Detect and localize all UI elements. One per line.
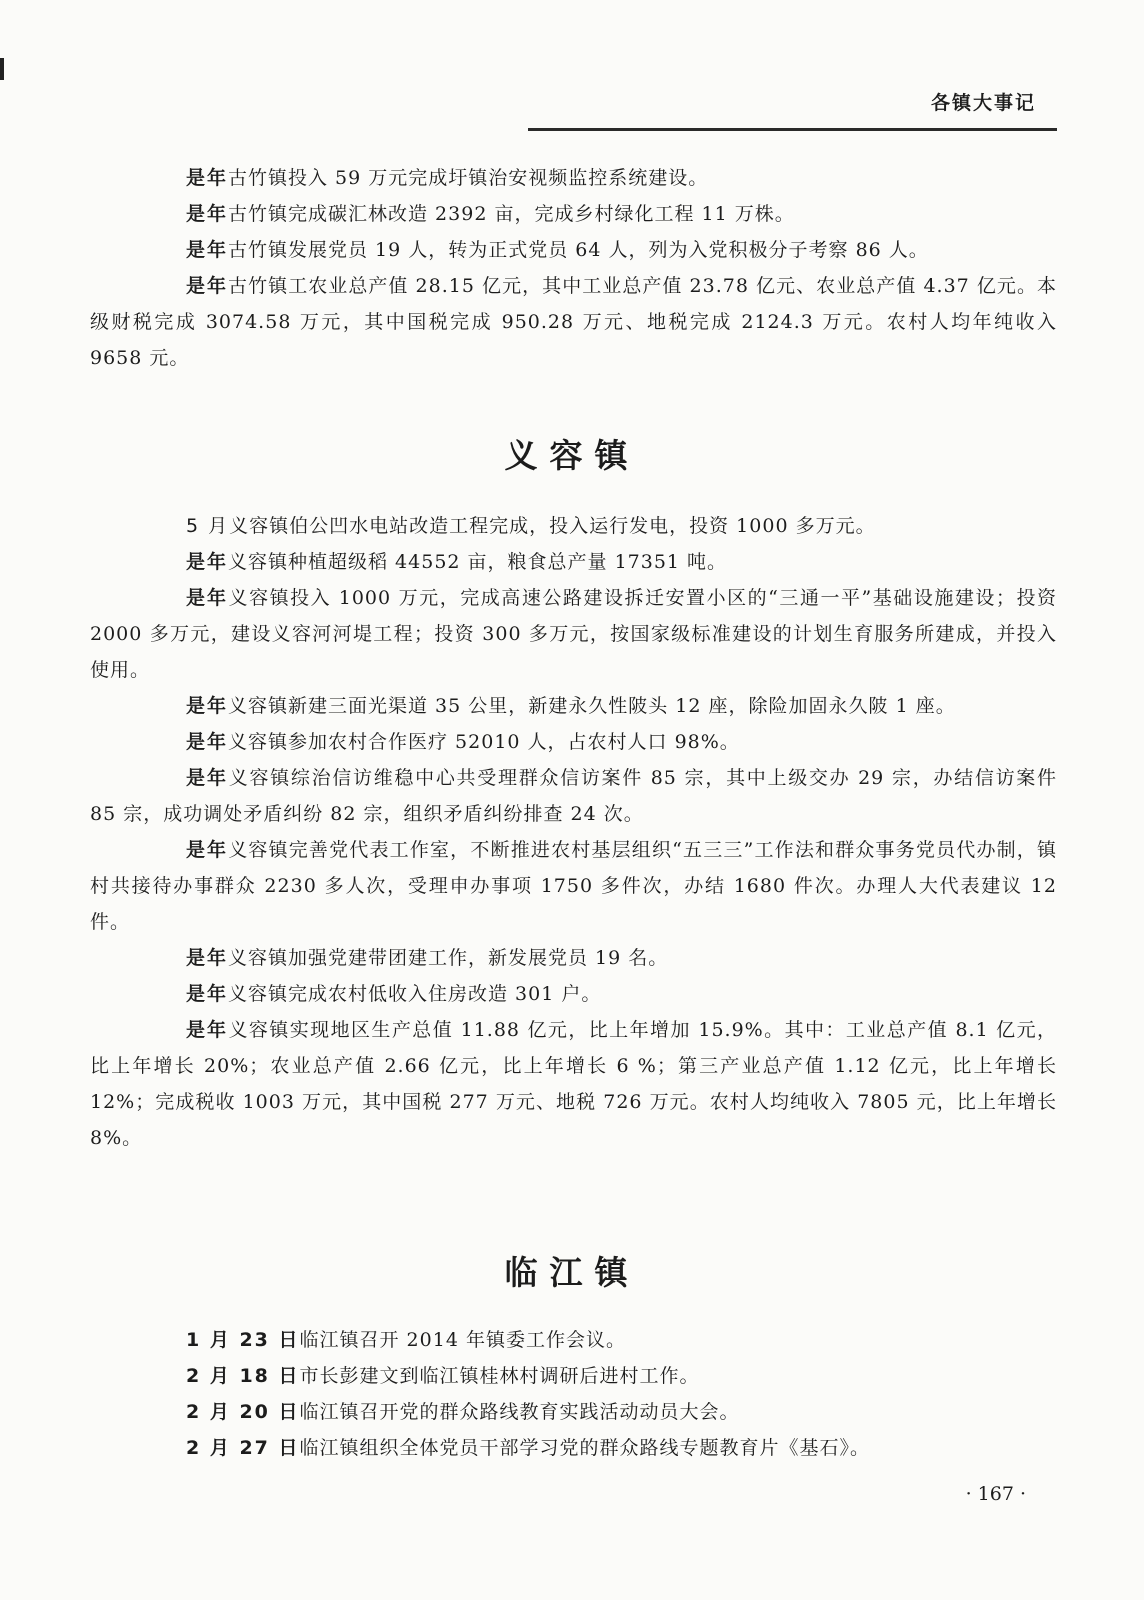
entry-date: 是年 xyxy=(186,1019,229,1041)
entry-date: 5 月 xyxy=(186,515,230,537)
entry-date: 是年 xyxy=(186,695,229,717)
event-entry xyxy=(90,688,1057,724)
entry-text: 义容镇完善党代表工作室，不断推进农村基层组织“五三三”工作法和群众事务党员代办制，镇村共接待办事群众 2230 多人次，受理申办事项 1750 多件次，办结 1680 件次。办理人大代表建议 12 件。 xyxy=(90,839,1057,933)
section-title-linjiang: 临江镇 xyxy=(504,1253,640,1292)
event-entry xyxy=(90,940,1057,976)
entry-text: 义容镇加强党建带团建工作，新发展党员 19 名。 xyxy=(228,947,669,969)
entry-date: 是年 xyxy=(186,203,229,225)
event-entry xyxy=(90,1322,1057,1358)
event-entry xyxy=(90,508,1057,544)
event-entry xyxy=(90,580,1057,688)
page-number: · 167 · xyxy=(965,1483,1026,1505)
entry-text: 义容镇种植超级稻 44552 亩，粮食总产量 17351 吨。 xyxy=(228,551,728,573)
entry-date: 是年 xyxy=(186,839,229,861)
event-entry xyxy=(90,268,1057,376)
section-title-yirong: 义容镇 xyxy=(504,436,640,475)
entry-text: 临江镇召开党的群众路线教育实践活动动员大会。 xyxy=(299,1401,740,1423)
event-entry xyxy=(90,1430,1057,1466)
entry-text: 义容镇参加农村合作医疗 52010 人，占农村人口 98%。 xyxy=(228,731,740,753)
entry-date: 2 月 20 日 xyxy=(186,1401,300,1423)
section-linjiang-entries xyxy=(90,1322,1057,1466)
entry-date: 2 月 18 日 xyxy=(186,1365,300,1387)
event-entry xyxy=(90,724,1057,760)
entry-date: 是年 xyxy=(186,239,229,261)
entry-text: 市长彭建文到临江镇桂林村调研后进村工作。 xyxy=(299,1365,700,1387)
section-guzhu-entries xyxy=(90,160,1057,376)
entry-text: 义容镇实现地区生产总值 11.88 亿元，比上年增加 15.9%。其中：工业总产值 8.1 亿元，比上年增长 20%；农业总产值 2.66 亿元，比上年增长 6 %；第三产业总产值 1.12 亿元，比上年增长 12%；完成税收 1003 万元，其中国税 277 万元、地税 726 万元。农村人均纯收入 7805 元，比上年增长 8%。 xyxy=(90,1019,1057,1149)
entry-text: 古竹镇发展党员 19 人，转为正式党员 64 人，列为入党积极分子考察 86 人。 xyxy=(228,239,929,261)
entry-date: 是年 xyxy=(186,767,229,789)
scan-edge-mark xyxy=(0,58,4,80)
entry-text: 古竹镇投入 59 万元完成圩镇治安视频监控系统建设。 xyxy=(228,167,709,189)
event-entry xyxy=(90,232,1057,268)
entry-date: 是年 xyxy=(186,731,229,753)
entry-date: 是年 xyxy=(186,983,229,1005)
entry-text: 义容镇伯公凹水电站改造工程完成，投入运行发电，投资 1000 多万元。 xyxy=(229,515,876,537)
event-entry xyxy=(90,832,1057,940)
entry-date: 是年 xyxy=(186,587,229,609)
event-entry xyxy=(90,1394,1057,1430)
entry-text: 临江镇召开 2014 年镇委工作会议。 xyxy=(299,1329,626,1351)
entry-text: 义容镇新建三面光渠道 35 公里，新建永久性陂头 12 座，除险加固永久陂 1 座。 xyxy=(228,695,956,717)
entry-text: 义容镇投入 1000 万元，完成高速公路建设拆迁安置小区的“三通一平”基础设施建设；投资 2000 多万元，建设义容河河堤工程；投资 300 多万元，按国家级标准建设的计划生育服务所建成，并投入使用。 xyxy=(90,587,1057,681)
event-entry xyxy=(90,976,1057,1012)
entry-text: 义容镇综治信访维稳中心共受理群众信访案件 85 宗，其中上级交办 29 宗，办结信访案件 85 宗，成功调处矛盾纠纷 82 宗，组织矛盾纠纷排查 24 次。 xyxy=(90,767,1057,825)
entry-date: 是年 xyxy=(186,275,229,297)
entry-date: 1 月 23 日 xyxy=(186,1329,300,1351)
event-entry xyxy=(90,160,1057,196)
entry-date: 是年 xyxy=(186,167,229,189)
event-entry xyxy=(90,760,1057,832)
entry-date: 2 月 27 日 xyxy=(186,1437,300,1459)
entry-text: 古竹镇完成碳汇林改造 2392 亩，完成乡村绿化工程 11 万株。 xyxy=(228,203,795,225)
event-entry xyxy=(90,196,1057,232)
event-entry xyxy=(90,544,1057,580)
entry-text: 临江镇组织全体党员干部学习党的群众路线专题教育片《基石》。 xyxy=(299,1437,871,1459)
entry-date: 是年 xyxy=(186,947,229,969)
event-entry xyxy=(90,1358,1057,1394)
entry-date: 是年 xyxy=(186,551,229,573)
section-yirong-entries xyxy=(90,508,1057,1156)
event-entry xyxy=(90,1012,1057,1156)
running-header: 各镇大事记 xyxy=(930,92,1036,114)
header-rule xyxy=(528,128,1057,131)
entry-text: 义容镇完成农村低收入住房改造 301 户。 xyxy=(228,983,602,1005)
entry-text: 古竹镇工农业总产值 28.15 亿元，其中工业总产值 23.78 亿元、农业总产值 4.37 亿元。本级财税完成 3074.58 万元，其中国税完成 950.28 万元、地税完成 2124.3 万元。农村人均年纯收入 9658 元。 xyxy=(90,275,1057,369)
